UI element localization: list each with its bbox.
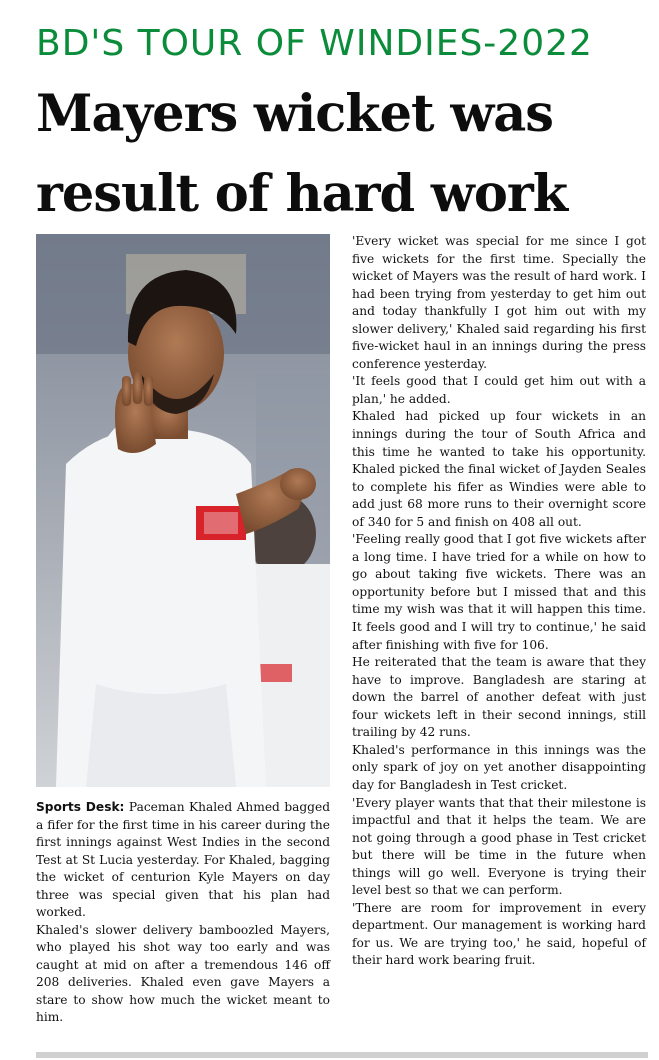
article-paragraph: Khaled's performance in this innings was the only spark of joy on yet another disappointing day for Bangladesh in Test cricket. [352,742,646,792]
article-paragraph: 'There are room for improvement in every department. Our management is working hard for us. We are trying too,' he said, hopeful of their hard work bearing fruit. [352,900,646,968]
article-right-column [352,233,646,970]
cricketer-celebration-photo [36,234,330,787]
article-paragraph: 'Every player wants that that their milestone is impactful and that it helps the team. We are not going through a good phase in Test cricket but there will be time in the future when things will go well. Everyone is trying their level best so that we can perform. [352,795,646,898]
section-kicker: BD'S TOUR OF WINDIES-2022 [36,23,593,64]
headline-line-1: Mayers wicket was [36,84,554,144]
headline-line-2: result of hard work [36,164,568,224]
article-headline [36,74,646,234]
article-paragraph: 'Every wicket was special for me since I got five wickets for the first time. Specially the wicket of Mayers was the result of hard work. I had been trying from yesterday to get him out and today thankfully I got him out with my slower delivery,' Khaled said regarding his first five-wicket haul in an innings during the press conference yesterday. [352,234,646,371]
article-lead-paragraph [36,799,330,922]
lead-text: Paceman Khaled Ahmed bagged a fifer for the first time in his career during the first innings against West Indies in the second Test at St Lucia yesterday. For Khaled, bagging the wicket of centurion Kyle Mayers on day three was special given that his plan had worked. [36,800,331,919]
article-paragraph: 'Feeling really good that I got five wickets after a long time. I have tried for a while on how to go about taking five wickets. There was an opportunity before but I missed that and this time my wish was that it will happen this time. It feels good and I will try to continue,' he said after finishing with five for 106. [352,532,646,652]
article-left-column [36,799,330,1027]
article-paragraph: He reiterated that the team is aware that they have to improve. Bangladesh are staring at down the barrel of another defeat with just four wickets left in their second innings, still trailing by 42 runs. [352,655,646,740]
bottom-divider [36,1052,648,1058]
cricketer-photo [36,234,330,787]
article-paragraph: Khaled's slower delivery bamboozled Mayers, who played his shot way too early and was caught at mid on after a tremendous 146 off 208 deliveries. Khaled even gave Mayers a stare to show how much the wicket meant to him. [36,922,330,1024]
article-paragraph: 'It feels good that I could get him out with a plan,' he added. [352,374,646,406]
article-paragraph: Khaled had picked up four wickets in an innings during the tour of South Africa and this time he wanted to take his opportunity. Khaled picked the final wicket of Jayden Seales to complete his fifer as Windies were able to add just 68 more runs to their overnight score of 340 for 5 and finish on 408 all out. [352,409,646,529]
byline: Sports Desk: [36,800,125,814]
